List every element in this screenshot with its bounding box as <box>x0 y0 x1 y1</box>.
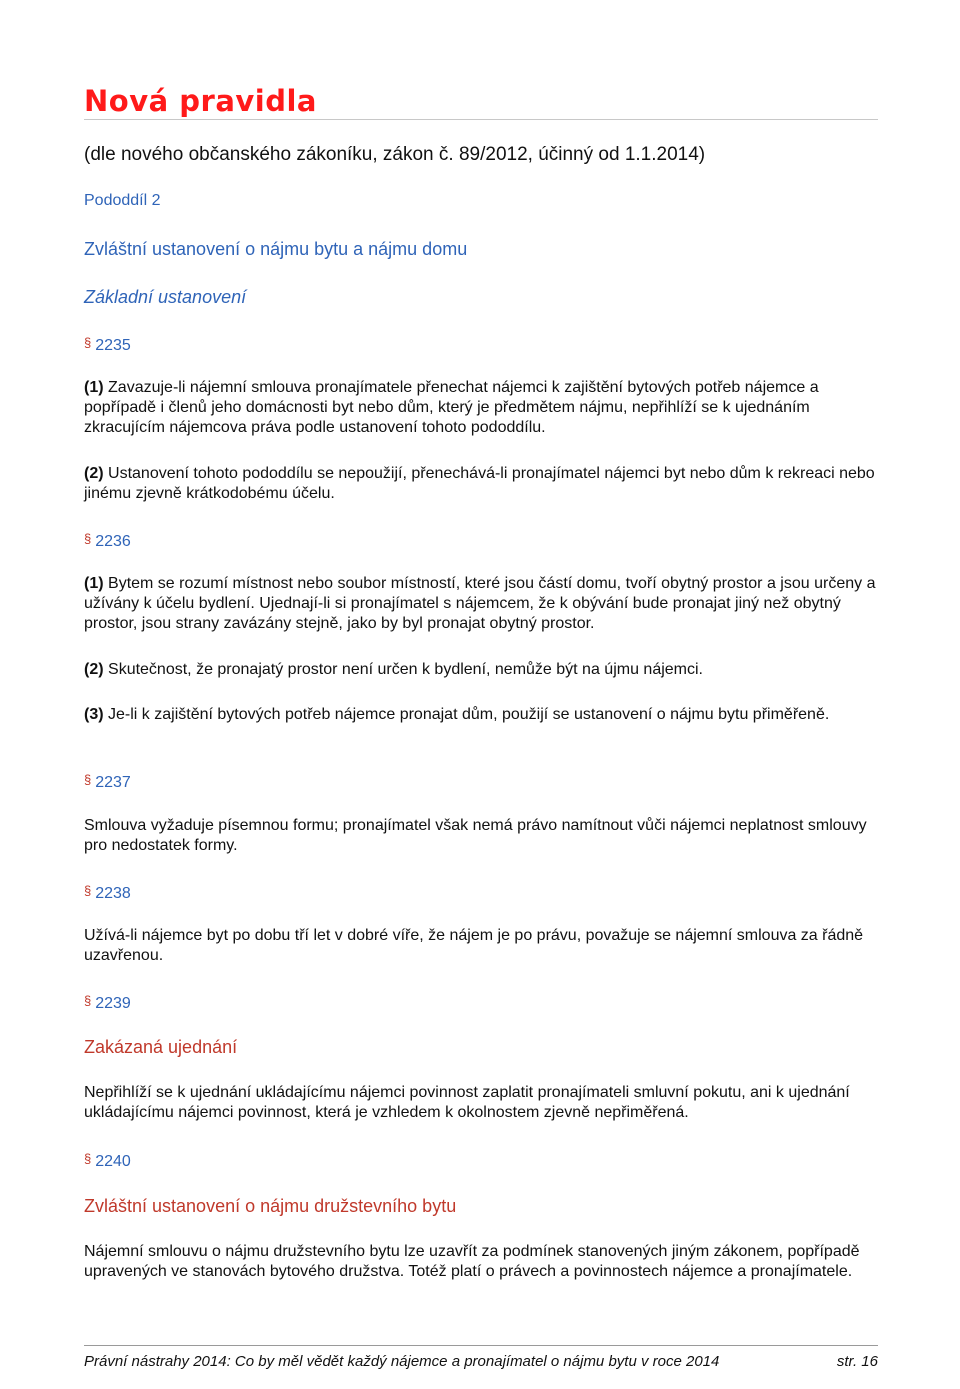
section-number-2235: § 2235 <box>84 335 131 354</box>
paragraph-2236-3: (3) Je-li k zajištění bytových potřeb nájemce pronajat dům, použijí se ustanovení o nájmu bytu přiměřeně. <box>84 706 830 723</box>
paragraph-2237: Smlouva vyžaduje písemnou formu; pronajímatel však nemá právo namítnout vůči nájemci neplatnost smlouvy pro nedostatek formy. <box>84 817 867 854</box>
law-subtitle: (dle nového občanského zákoníku, zákon č. 89/2012, účinný od 1.1.2014) <box>84 144 706 165</box>
section-number-2236: § 2236 <box>84 531 131 550</box>
section-number-2239: § 2239 <box>84 993 131 1012</box>
paragraph-2236-2: (2) Skutečnost, že pronajatý prostor není určen k bydlení, nemůže být na újmu nájemci. <box>84 661 703 678</box>
paragraph-2235-1: (1) Zavazuje-li nájemní smlouva pronajímatele přenechat nájemci k zajištění bytových potřeb nájemce a popřípadě i členů jeho domácnosti byt nebo dům, který je předmětem nájmu, nepřihlíží se k ujednáním zkracujícím nájemcova práva podle ustanovení tohoto pododdílu. <box>84 379 819 436</box>
footer-text: Právní nástrahy 2014: Co by měl vědět každý nájemce a pronajímatel o nájmu bytu v roce 2014 <box>84 1353 720 1370</box>
section-number-2238: § 2238 <box>84 883 131 902</box>
heading-cooperative-flat: Zvláštní ustanovení o nájmu družstevního bytu <box>84 1196 457 1216</box>
paragraph-2239: Nepřihlíží se k ujednání ukládajícímu nájemci povinnost zaplatit pronajímateli smluvní pokutu, ani k ujednání ukládajícímu nájemci povinnost, která je vzhledem k okolnostem zjevně nepřiměřená. <box>84 1084 850 1121</box>
page-number: str. 16 <box>836 1353 878 1370</box>
heading-basic: Základní ustanovení <box>84 287 247 307</box>
paragraph-2238: Užívá-li nájemce byt po dobu tří let v dobré víře, že nájem je po právu, považuje se nájemní smlouva za řádně uzavřenou. <box>84 927 864 964</box>
section-sign-icon: § <box>84 335 92 350</box>
paragraph-2236-1: (1) Bytem se rozumí místnost nebo soubor místností, které jsou částí domu, tvoří obytný prostor a jsou určeny a užívány k účelu bydlení. Ujednají-li si pronajímatel s nájemcem, že k obývání bude pronajat jiný než obytný prostor, jsou strany zavázány stejně, jako by byl pronajat obytný prostor. <box>84 575 876 632</box>
title-divider <box>84 119 878 120</box>
section-sign-icon: § <box>84 993 92 1008</box>
page-footer <box>84 1345 878 1372</box>
paragraph-2235-2: (2) Ustanovení tohoto pododdílu se nepoužijí, přenechává-li pronajímatel nájemci byt nebo dům k rekreaci nebo jinému zjevně krátkodobému účelu. <box>84 465 875 502</box>
section-sign-icon: § <box>84 772 92 787</box>
section-number-2237: § 2237 <box>84 772 131 791</box>
section-sign-icon: § <box>84 531 92 546</box>
section-sign-icon: § <box>84 883 92 898</box>
section-number-2240: § 2240 <box>84 1151 131 1170</box>
heading-main: Zvláštní ustanovení o nájmu bytu a nájmu domu <box>84 239 468 259</box>
subsection-label: Pododdíl 2 <box>84 192 161 209</box>
heading-prohibited-arrangements: Zakázaná ujednání <box>84 1037 238 1057</box>
paragraph-2240: Nájemní smlouvu o nájmu družstevního bytu lze uzavřít za podmínek stanovených jiným zákonem, popřípadě upravených ve stanovách bytového družstva. Totéž platí o právech a povinnostech nájemce a pronajímatele. <box>84 1243 860 1280</box>
section-sign-icon: § <box>84 1151 92 1166</box>
page-title: Nová pravidla <box>84 84 318 118</box>
